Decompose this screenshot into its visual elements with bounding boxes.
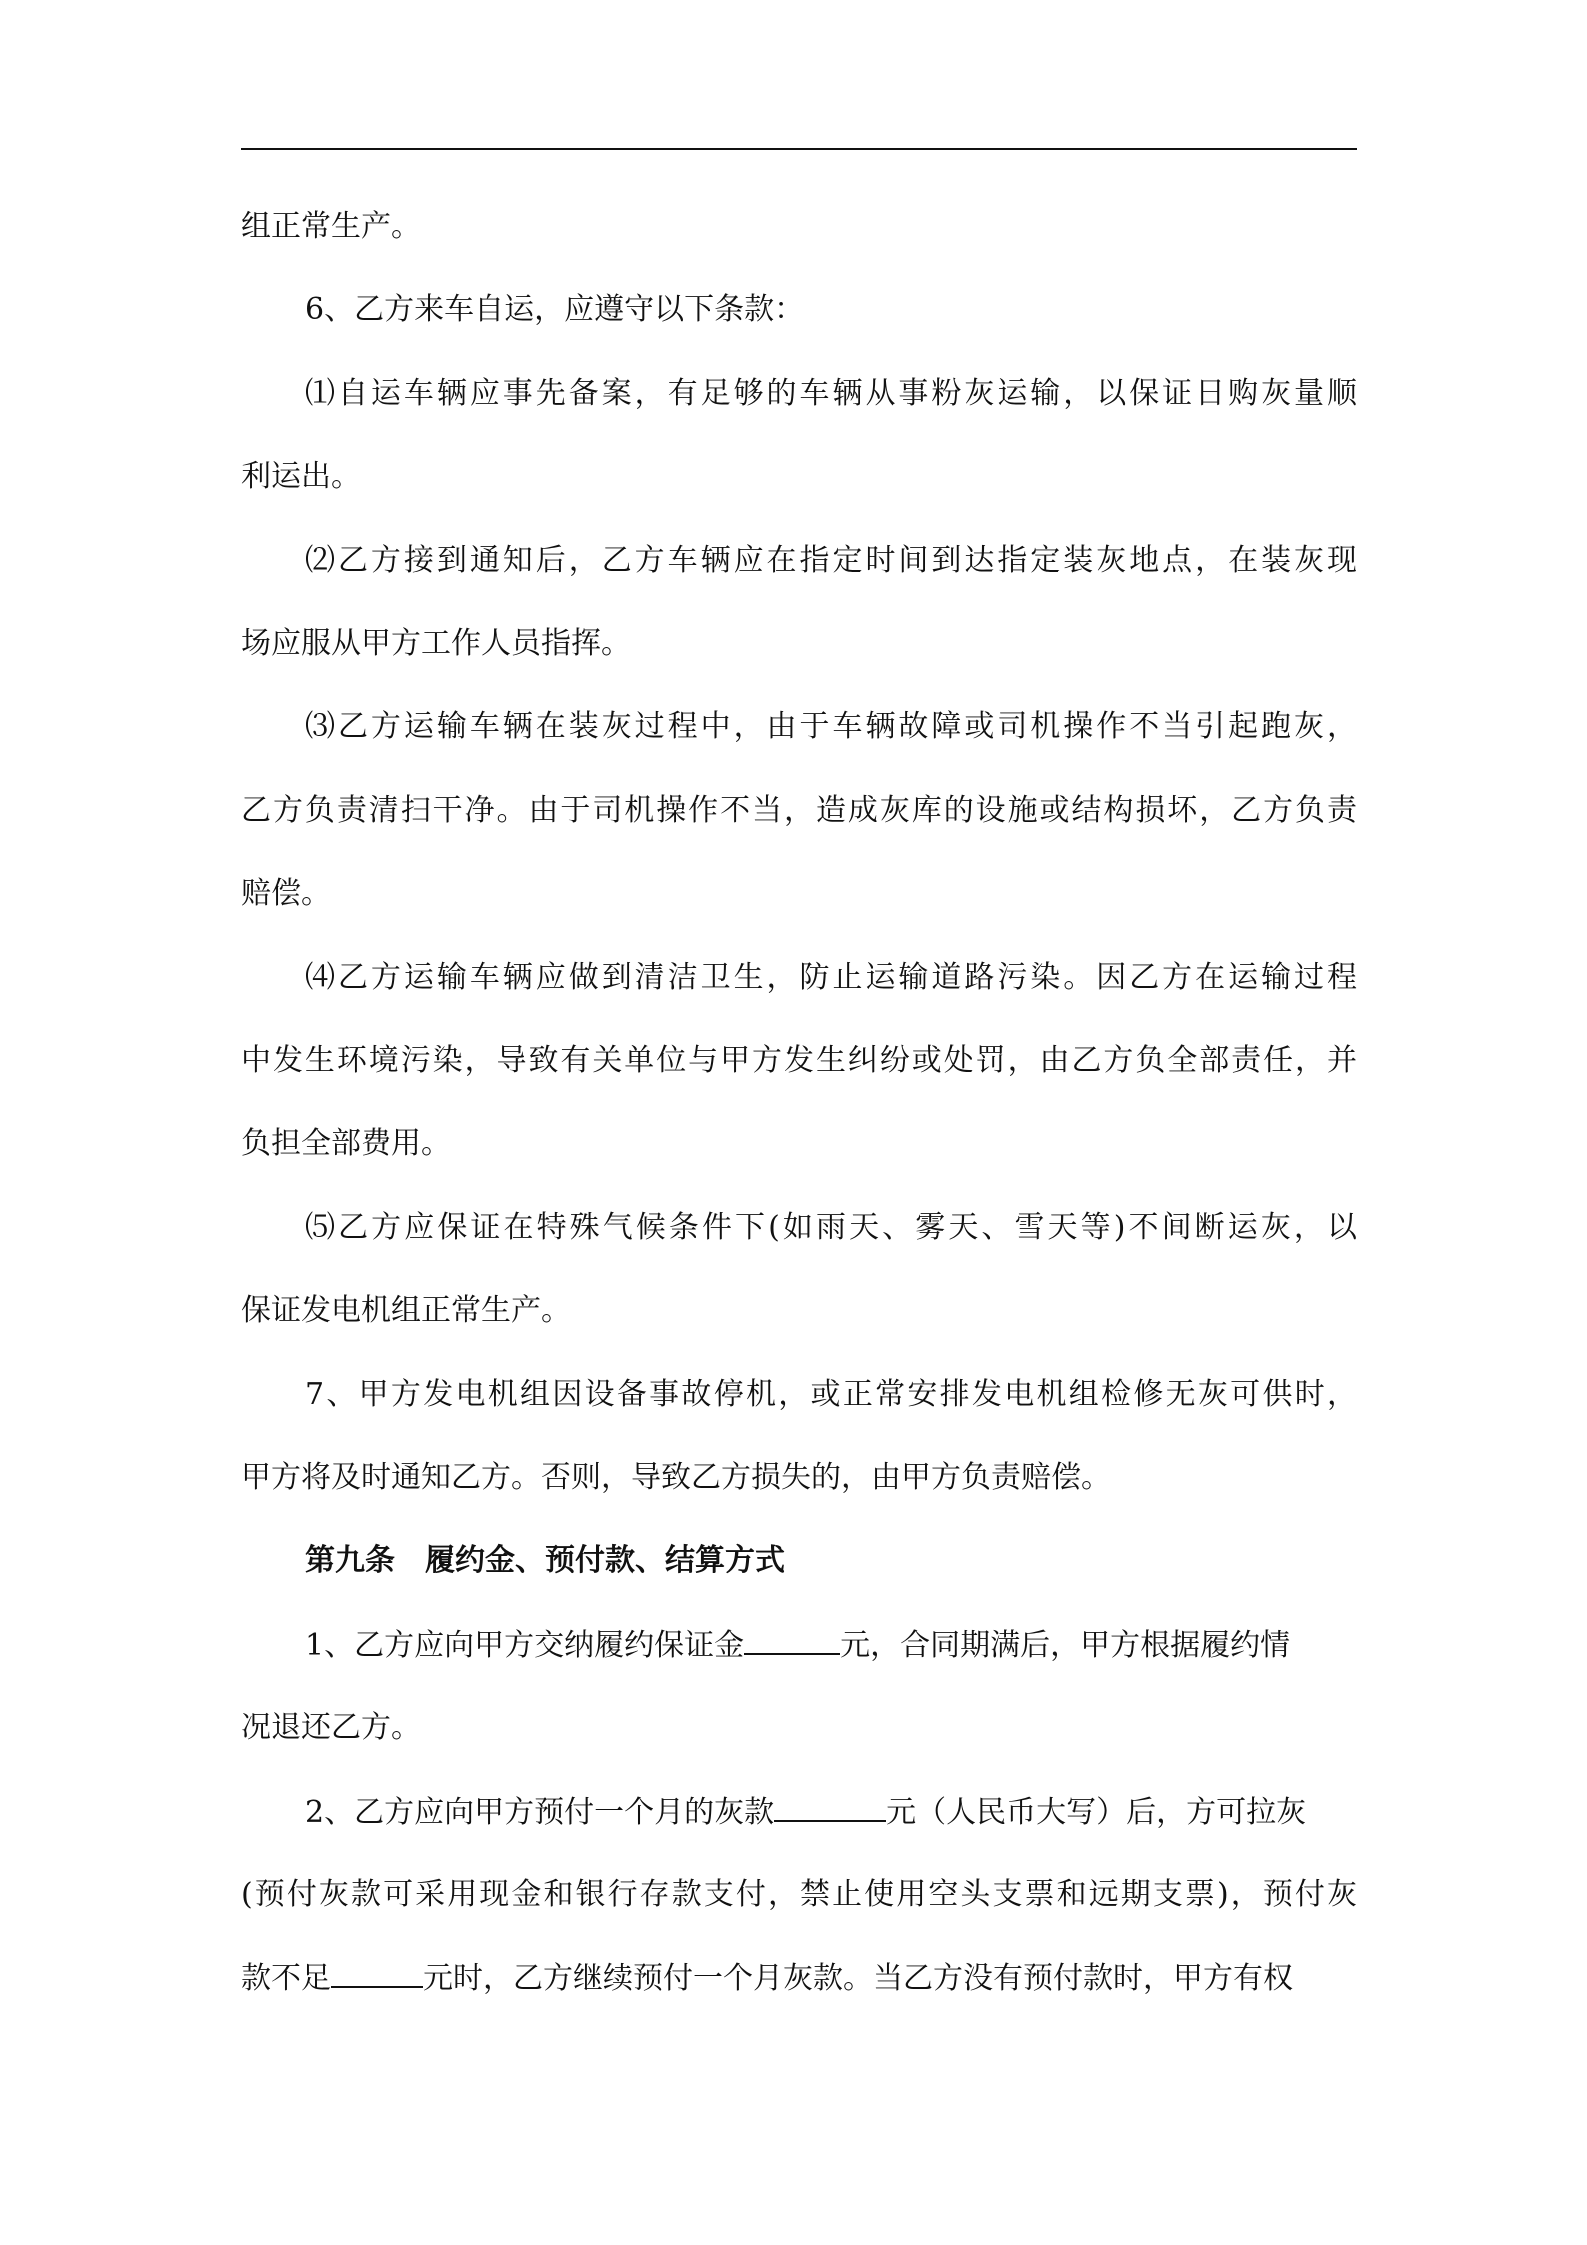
clause-9-item-2	[241, 1790, 1357, 1834]
article-9-heading: 第九条 履约金、预付款、结算方式	[305, 1543, 785, 1578]
text-segment: 2、乙方应向甲方预付一个月的灰款	[305, 1795, 775, 1830]
text-line: (预付灰款可采用现金和银行存款支付，禁止使用空头支票和远期支票)，预付灰	[241, 1877, 1357, 1912]
text-segment: 元，合同期满后，甲方根据履约情	[840, 1628, 1291, 1663]
text-line: 况退还乙方。	[241, 1710, 421, 1745]
text-segment: 款不足	[241, 1961, 331, 1996]
fill-blank	[744, 1623, 840, 1655]
text-segment: 元（人民币大写）后，方可拉灰	[886, 1795, 1307, 1830]
fill-blank	[331, 1956, 423, 1988]
text-line: 乙方负责清扫干净。由于司机操作不当，造成灰库的设施或结构损坏，乙方负责	[241, 793, 1357, 828]
text-line: 中发生环境污染，导致有关单位与甲方发生纠纷或处罚，由乙方负全部责任，并	[241, 1043, 1357, 1078]
text-line: 赔偿。	[241, 876, 331, 911]
header-rule	[241, 148, 1357, 150]
sub-item-3: ⑶乙方运输车辆在装灰过程中，由于车辆故障或司机操作不当引起跑灰，	[305, 709, 1357, 744]
sub-item-2: ⑵乙方接到通知后，乙方车辆应在指定时间到达指定装灰地点，在装灰现	[305, 543, 1357, 578]
sub-item-1: ⑴自运车辆应事先备案，有足够的车辆从事粉灰运输，以保证日购灰量顺	[305, 376, 1357, 411]
text-line: 利运出。	[241, 459, 361, 494]
clause-item-6: 6、乙方来车自运，应遵守以下条款：	[305, 292, 805, 327]
text-line: 保证发电机组正常生产。	[241, 1293, 571, 1328]
text-line: 负担全部费用。	[241, 1126, 451, 1161]
clause-item-7: 7、甲方发电机组因设备事故停机，或正常安排发电机组检修无灰可供时，	[305, 1377, 1357, 1412]
clause-9-item-1	[241, 1623, 1357, 1667]
text-line: 场应服从甲方工作人员指挥。	[241, 626, 631, 661]
sub-item-4: ⑷乙方运输车辆应做到清洁卫生，防止运输道路污染。因乙方在运输过程	[305, 960, 1357, 995]
text-segment: 1、乙方应向甲方交纳履约保证金	[305, 1628, 745, 1663]
text-line: 甲方将及时通知乙方。否则，导致乙方损失的，由甲方负责赔偿。	[241, 1460, 1111, 1495]
text-line: 组正常生产。	[241, 209, 421, 244]
text-line	[241, 1956, 1357, 2000]
fill-blank	[774, 1790, 886, 1822]
text-segment: 元时，乙方继续预付一个月灰款。当乙方没有预付款时，甲方有权	[423, 1961, 1293, 1996]
sub-item-5: ⑸乙方应保证在特殊气候条件下(如雨天、雾天、雪天等)不间断运灰，以	[305, 1210, 1357, 1245]
